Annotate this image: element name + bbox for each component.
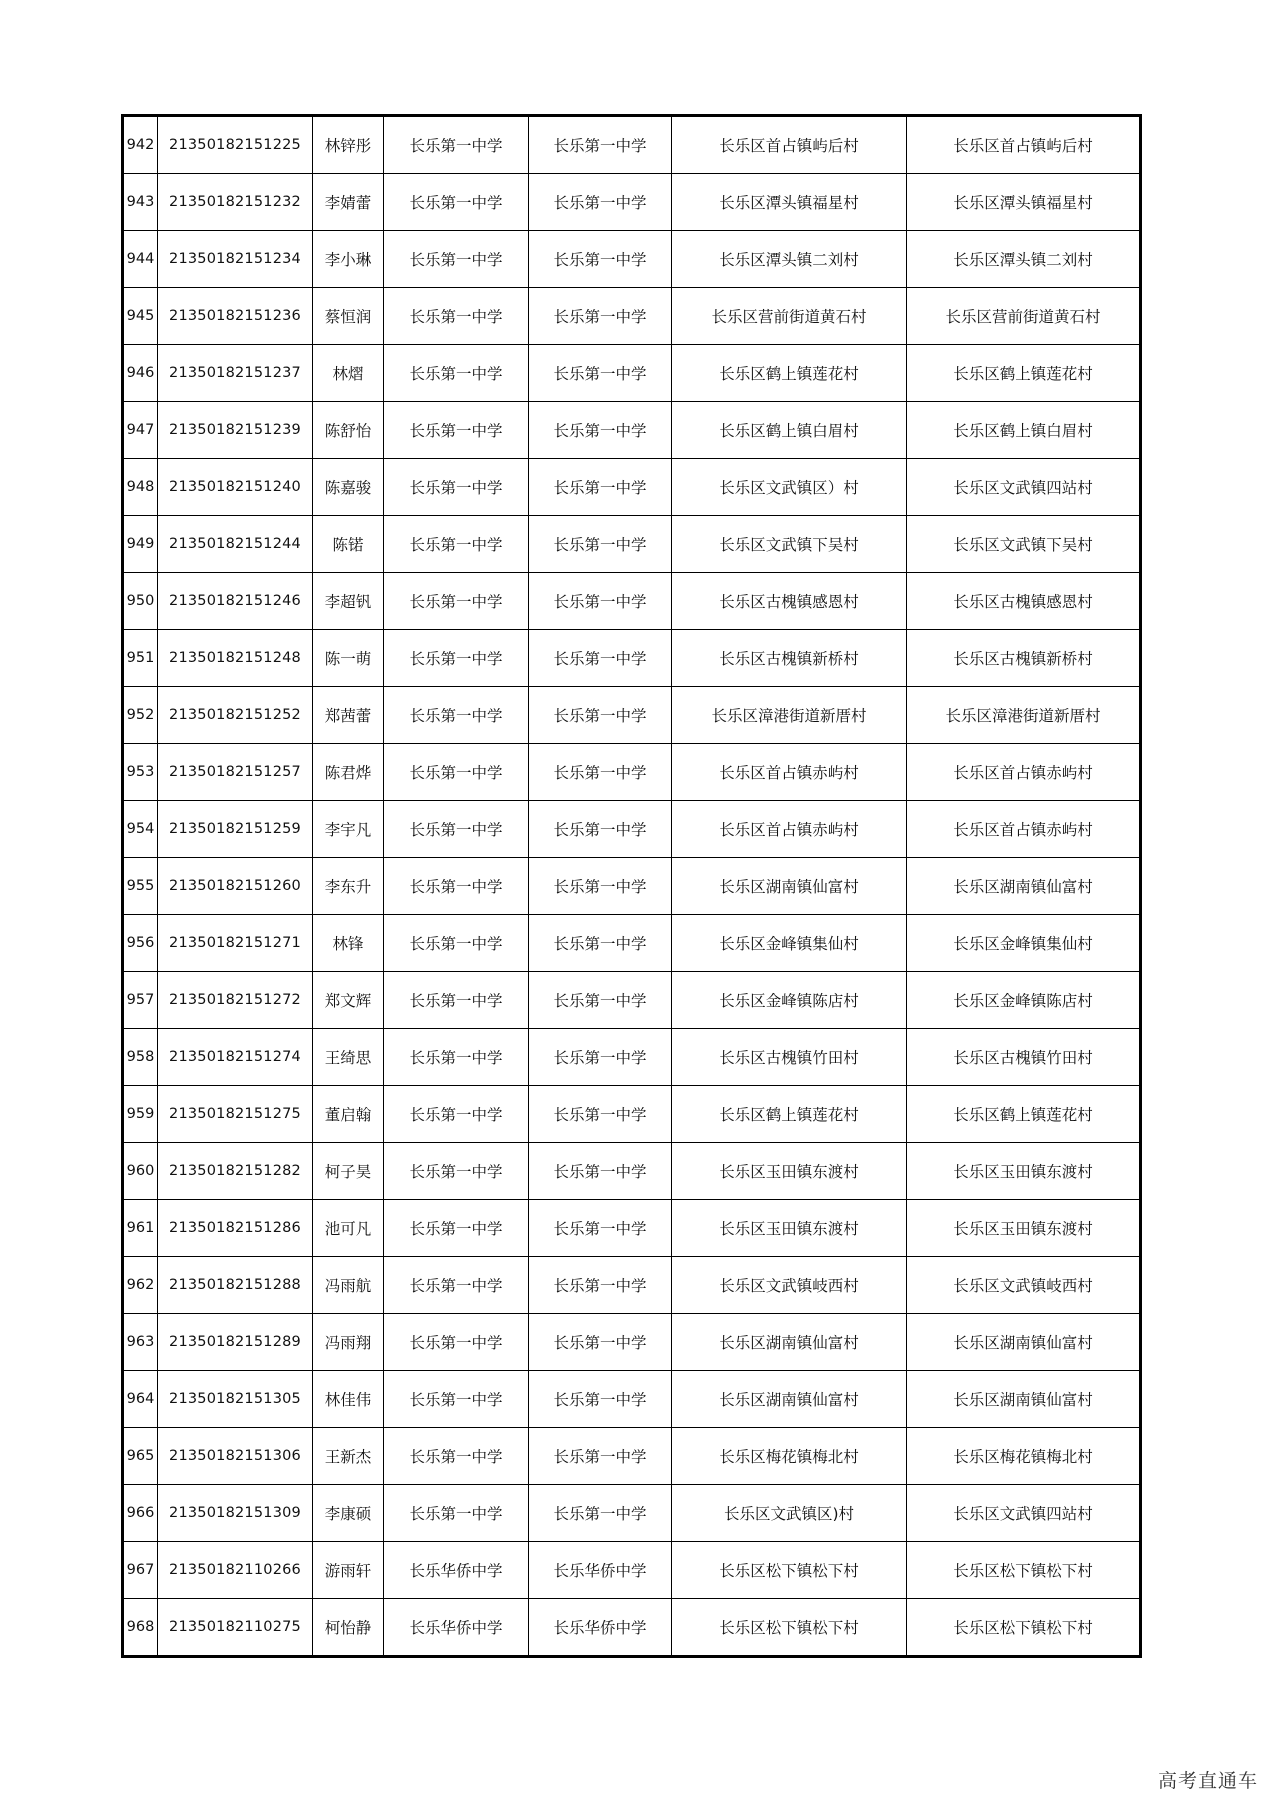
cell-residence-address: 长乐区湖南镇仙富村	[907, 1371, 1141, 1428]
cell-exam-id: 21350182151309	[158, 1485, 313, 1542]
cell-sequence-number: 950	[123, 573, 158, 630]
cell-residence-address: 长乐区金峰镇陈店村	[907, 972, 1141, 1029]
cell-residence-address: 长乐区松下镇松下村	[907, 1542, 1141, 1599]
cell-household-address: 长乐区漳港街道新厝村	[672, 687, 907, 744]
watermark-text: 高考直通车	[1157, 1770, 1258, 1792]
cell-graduating-school: 长乐第一中学	[384, 1143, 529, 1200]
cell-residence-address: 长乐区湖南镇仙富村	[907, 858, 1141, 915]
cell-exam-id: 21350182151306	[158, 1428, 313, 1485]
cell-registered-school: 长乐第一中学	[529, 687, 672, 744]
cell-household-address: 长乐区湖南镇仙富村	[672, 1314, 907, 1371]
cell-exam-id: 21350182151239	[158, 402, 313, 459]
cell-residence-address: 长乐区首占镇赤屿村	[907, 744, 1141, 801]
cell-household-address: 长乐区潭头镇二刘村	[672, 231, 907, 288]
cell-household-address: 长乐区鹤上镇莲花村	[672, 1086, 907, 1143]
cell-exam-id: 21350182151305	[158, 1371, 313, 1428]
cell-student-name: 陈锘	[313, 516, 384, 573]
cell-exam-id: 21350182151225	[158, 116, 313, 174]
cell-exam-id: 21350182151259	[158, 801, 313, 858]
cell-exam-id: 21350182110275	[158, 1599, 313, 1657]
cell-graduating-school: 长乐华侨中学	[384, 1542, 529, 1599]
cell-student-name: 郑文辉	[313, 972, 384, 1029]
table-row	[123, 1599, 1141, 1657]
cell-registered-school: 长乐第一中学	[529, 858, 672, 915]
cell-graduating-school: 长乐第一中学	[384, 972, 529, 1029]
cell-residence-address: 长乐区玉田镇东渡村	[907, 1200, 1141, 1257]
cell-graduating-school: 长乐第一中学	[384, 687, 529, 744]
cell-graduating-school: 长乐第一中学	[384, 231, 529, 288]
cell-sequence-number: 963	[123, 1314, 158, 1371]
table-row	[123, 231, 1141, 288]
cell-household-address: 长乐区玉田镇东渡村	[672, 1143, 907, 1200]
cell-sequence-number: 964	[123, 1371, 158, 1428]
cell-household-address: 长乐区金峰镇集仙村	[672, 915, 907, 972]
cell-sequence-number: 947	[123, 402, 158, 459]
cell-graduating-school: 长乐第一中学	[384, 1314, 529, 1371]
table-row	[123, 1314, 1141, 1371]
cell-exam-id: 21350182151271	[158, 915, 313, 972]
table-row	[123, 174, 1141, 231]
cell-graduating-school: 长乐第一中学	[384, 1029, 529, 1086]
cell-registered-school: 长乐第一中学	[529, 516, 672, 573]
cell-sequence-number: 949	[123, 516, 158, 573]
cell-household-address: 长乐区玉田镇东渡村	[672, 1200, 907, 1257]
cell-household-address: 长乐区古槐镇感恩村	[672, 573, 907, 630]
cell-residence-address: 长乐区金峰镇集仙村	[907, 915, 1141, 972]
cell-registered-school: 长乐第一中学	[529, 744, 672, 801]
cell-registered-school: 长乐第一中学	[529, 630, 672, 687]
cell-graduating-school: 长乐第一中学	[384, 345, 529, 402]
cell-sequence-number: 957	[123, 972, 158, 1029]
cell-registered-school: 长乐第一中学	[529, 231, 672, 288]
table-row	[123, 858, 1141, 915]
cell-sequence-number: 942	[123, 116, 158, 174]
table-row	[123, 1200, 1141, 1257]
cell-residence-address: 长乐区漳港街道新厝村	[907, 687, 1141, 744]
cell-residence-address: 长乐区松下镇松下村	[907, 1599, 1141, 1657]
cell-graduating-school: 长乐第一中学	[384, 915, 529, 972]
cell-sequence-number: 968	[123, 1599, 158, 1657]
cell-student-name: 林锋	[313, 915, 384, 972]
cell-exam-id: 21350182151252	[158, 687, 313, 744]
cell-registered-school: 长乐第一中学	[529, 801, 672, 858]
cell-student-name: 林熠	[313, 345, 384, 402]
cell-registered-school: 长乐第一中学	[529, 1257, 672, 1314]
cell-graduating-school: 长乐第一中学	[384, 858, 529, 915]
cell-household-address: 长乐区松下镇松下村	[672, 1542, 907, 1599]
cell-graduating-school: 长乐第一中学	[384, 1428, 529, 1485]
table-row	[123, 402, 1141, 459]
cell-registered-school: 长乐第一中学	[529, 116, 672, 174]
table-row	[123, 915, 1141, 972]
cell-sequence-number: 966	[123, 1485, 158, 1542]
cell-student-name: 李宇凡	[313, 801, 384, 858]
cell-exam-id: 21350182151257	[158, 744, 313, 801]
cell-student-name: 郑茜蕾	[313, 687, 384, 744]
cell-residence-address: 长乐区首占镇赤屿村	[907, 801, 1141, 858]
cell-graduating-school: 长乐第一中学	[384, 1257, 529, 1314]
cell-exam-id: 21350182151289	[158, 1314, 313, 1371]
cell-exam-id: 21350182151237	[158, 345, 313, 402]
table-row	[123, 116, 1141, 174]
cell-residence-address: 长乐区文武镇岐西村	[907, 1257, 1141, 1314]
cell-household-address: 长乐区首占镇屿后村	[672, 116, 907, 174]
cell-registered-school: 长乐第一中学	[529, 1143, 672, 1200]
cell-exam-id: 21350182151236	[158, 288, 313, 345]
cell-residence-address: 长乐区古槐镇感恩村	[907, 573, 1141, 630]
cell-residence-address: 长乐区文武镇四站村	[907, 459, 1141, 516]
cell-student-name: 陈君烨	[313, 744, 384, 801]
roster-table	[121, 114, 1142, 1658]
cell-graduating-school: 长乐第一中学	[384, 1485, 529, 1542]
cell-student-name: 王新杰	[313, 1428, 384, 1485]
cell-sequence-number: 960	[123, 1143, 158, 1200]
cell-student-name: 林锌彤	[313, 116, 384, 174]
table-row	[123, 345, 1141, 402]
table-row	[123, 744, 1141, 801]
cell-student-name: 李康硕	[313, 1485, 384, 1542]
cell-graduating-school: 长乐第一中学	[384, 459, 529, 516]
cell-exam-id: 21350182151275	[158, 1086, 313, 1143]
cell-exam-id: 21350182151274	[158, 1029, 313, 1086]
cell-registered-school: 长乐第一中学	[529, 1428, 672, 1485]
cell-student-name: 李东升	[313, 858, 384, 915]
cell-residence-address: 长乐区鹤上镇莲花村	[907, 345, 1141, 402]
cell-household-address: 长乐区鹤上镇莲花村	[672, 345, 907, 402]
cell-registered-school: 长乐第一中学	[529, 288, 672, 345]
cell-sequence-number: 946	[123, 345, 158, 402]
cell-graduating-school: 长乐第一中学	[384, 573, 529, 630]
cell-graduating-school: 长乐第一中学	[384, 1200, 529, 1257]
cell-exam-id: 21350182151240	[158, 459, 313, 516]
cell-residence-address: 长乐区古槐镇竹田村	[907, 1029, 1141, 1086]
table-row	[123, 630, 1141, 687]
table-row	[123, 1143, 1141, 1200]
cell-student-name: 柯怡静	[313, 1599, 384, 1657]
cell-sequence-number: 954	[123, 801, 158, 858]
table-row	[123, 573, 1141, 630]
cell-registered-school: 长乐第一中学	[529, 402, 672, 459]
cell-student-name: 李超钒	[313, 573, 384, 630]
cell-student-name: 冯雨航	[313, 1257, 384, 1314]
cell-household-address: 长乐区松下镇松下村	[672, 1599, 907, 1657]
roster-table-body	[123, 116, 1141, 1657]
cell-registered-school: 长乐第一中学	[529, 1200, 672, 1257]
table-row	[123, 1428, 1141, 1485]
cell-household-address: 长乐区湖南镇仙富村	[672, 858, 907, 915]
table-row	[123, 1371, 1141, 1428]
table-row	[123, 1257, 1141, 1314]
cell-sequence-number: 956	[123, 915, 158, 972]
cell-graduating-school: 长乐第一中学	[384, 402, 529, 459]
cell-exam-id: 21350182151248	[158, 630, 313, 687]
cell-student-name: 蔡恒润	[313, 288, 384, 345]
cell-sequence-number: 944	[123, 231, 158, 288]
cell-household-address: 长乐区营前街道黄石村	[672, 288, 907, 345]
cell-sequence-number: 951	[123, 630, 158, 687]
cell-student-name: 陈嘉骏	[313, 459, 384, 516]
cell-exam-id: 21350182151246	[158, 573, 313, 630]
table-row	[123, 1086, 1141, 1143]
cell-sequence-number: 955	[123, 858, 158, 915]
cell-graduating-school: 长乐第一中学	[384, 1086, 529, 1143]
cell-exam-id: 21350182151260	[158, 858, 313, 915]
cell-sequence-number: 948	[123, 459, 158, 516]
cell-exam-id: 21350182151244	[158, 516, 313, 573]
table-row	[123, 1542, 1141, 1599]
cell-residence-address: 长乐区玉田镇东渡村	[907, 1143, 1141, 1200]
cell-exam-id: 21350182151282	[158, 1143, 313, 1200]
cell-sequence-number: 943	[123, 174, 158, 231]
cell-sequence-number: 965	[123, 1428, 158, 1485]
cell-student-name: 冯雨翔	[313, 1314, 384, 1371]
cell-registered-school: 长乐第一中学	[529, 1314, 672, 1371]
cell-registered-school: 长乐第一中学	[529, 174, 672, 231]
cell-residence-address: 长乐区营前街道黄石村	[907, 288, 1141, 345]
cell-sequence-number: 958	[123, 1029, 158, 1086]
cell-household-address: 长乐区首占镇赤屿村	[672, 744, 907, 801]
cell-registered-school: 长乐第一中学	[529, 1029, 672, 1086]
table-row	[123, 1485, 1141, 1542]
cell-registered-school: 长乐第一中学	[529, 459, 672, 516]
cell-residence-address: 长乐区湖南镇仙富村	[907, 1314, 1141, 1371]
cell-registered-school: 长乐华侨中学	[529, 1599, 672, 1657]
cell-residence-address: 长乐区文武镇下吴村	[907, 516, 1141, 573]
cell-exam-id: 21350182151272	[158, 972, 313, 1029]
cell-household-address: 长乐区湖南镇仙富村	[672, 1371, 907, 1428]
cell-residence-address: 长乐区首占镇屿后村	[907, 116, 1141, 174]
cell-sequence-number: 961	[123, 1200, 158, 1257]
cell-sequence-number: 967	[123, 1542, 158, 1599]
cell-household-address: 长乐区古槐镇新桥村	[672, 630, 907, 687]
cell-graduating-school: 长乐第一中学	[384, 116, 529, 174]
cell-residence-address: 长乐区潭头镇二刘村	[907, 231, 1141, 288]
cell-household-address: 长乐区古槐镇竹田村	[672, 1029, 907, 1086]
cell-household-address: 长乐区梅花镇梅北村	[672, 1428, 907, 1485]
cell-household-address: 长乐区鹤上镇白眉村	[672, 402, 907, 459]
cell-student-name: 陈舒怡	[313, 402, 384, 459]
cell-graduating-school: 长乐第一中学	[384, 174, 529, 231]
cell-student-name: 池可凡	[313, 1200, 384, 1257]
cell-exam-id: 21350182151234	[158, 231, 313, 288]
cell-student-name: 陈一萌	[313, 630, 384, 687]
cell-registered-school: 长乐第一中学	[529, 972, 672, 1029]
table-row	[123, 1029, 1141, 1086]
cell-registered-school: 长乐第一中学	[529, 1371, 672, 1428]
cell-household-address: 长乐区金峰镇陈店村	[672, 972, 907, 1029]
table-row	[123, 972, 1141, 1029]
cell-residence-address: 长乐区鹤上镇白眉村	[907, 402, 1141, 459]
cell-graduating-school: 长乐第一中学	[384, 744, 529, 801]
cell-graduating-school: 长乐华侨中学	[384, 1599, 529, 1657]
cell-exam-id: 21350182151288	[158, 1257, 313, 1314]
cell-registered-school: 长乐第一中学	[529, 1485, 672, 1542]
cell-residence-address: 长乐区鹤上镇莲花村	[907, 1086, 1141, 1143]
cell-sequence-number: 953	[123, 744, 158, 801]
cell-sequence-number: 952	[123, 687, 158, 744]
table-row	[123, 801, 1141, 858]
cell-household-address: 长乐区文武镇下吴村	[672, 516, 907, 573]
table-row	[123, 687, 1141, 744]
table-row	[123, 288, 1141, 345]
cell-household-address: 长乐区文武镇区)村	[672, 1485, 907, 1542]
cell-registered-school: 长乐华侨中学	[529, 1542, 672, 1599]
cell-household-address: 长乐区文武镇区）村	[672, 459, 907, 516]
cell-registered-school: 长乐第一中学	[529, 573, 672, 630]
cell-exam-id: 21350182151232	[158, 174, 313, 231]
cell-residence-address: 长乐区梅花镇梅北村	[907, 1428, 1141, 1485]
cell-sequence-number: 945	[123, 288, 158, 345]
cell-graduating-school: 长乐第一中学	[384, 516, 529, 573]
cell-registered-school: 长乐第一中学	[529, 915, 672, 972]
cell-graduating-school: 长乐第一中学	[384, 630, 529, 687]
cell-household-address: 长乐区文武镇岐西村	[672, 1257, 907, 1314]
cell-graduating-school: 长乐第一中学	[384, 801, 529, 858]
cell-sequence-number: 962	[123, 1257, 158, 1314]
cell-residence-address: 长乐区古槐镇新桥村	[907, 630, 1141, 687]
cell-student-name: 王绮思	[313, 1029, 384, 1086]
table-row	[123, 459, 1141, 516]
cell-household-address: 长乐区潭头镇福星村	[672, 174, 907, 231]
cell-residence-address: 长乐区文武镇四站村	[907, 1485, 1141, 1542]
cell-student-name: 董启翰	[313, 1086, 384, 1143]
cell-student-name: 游雨轩	[313, 1542, 384, 1599]
cell-student-name: 李婧蕾	[313, 174, 384, 231]
cell-residence-address: 长乐区潭头镇福星村	[907, 174, 1141, 231]
cell-exam-id: 21350182110266	[158, 1542, 313, 1599]
cell-student-name: 柯子昊	[313, 1143, 384, 1200]
cell-sequence-number: 959	[123, 1086, 158, 1143]
cell-household-address: 长乐区首占镇赤屿村	[672, 801, 907, 858]
cell-graduating-school: 长乐第一中学	[384, 288, 529, 345]
cell-exam-id: 21350182151286	[158, 1200, 313, 1257]
cell-student-name: 李小琳	[313, 231, 384, 288]
cell-student-name: 林佳伟	[313, 1371, 384, 1428]
cell-graduating-school: 长乐第一中学	[384, 1371, 529, 1428]
cell-registered-school: 长乐第一中学	[529, 345, 672, 402]
table-row	[123, 516, 1141, 573]
cell-registered-school: 长乐第一中学	[529, 1086, 672, 1143]
